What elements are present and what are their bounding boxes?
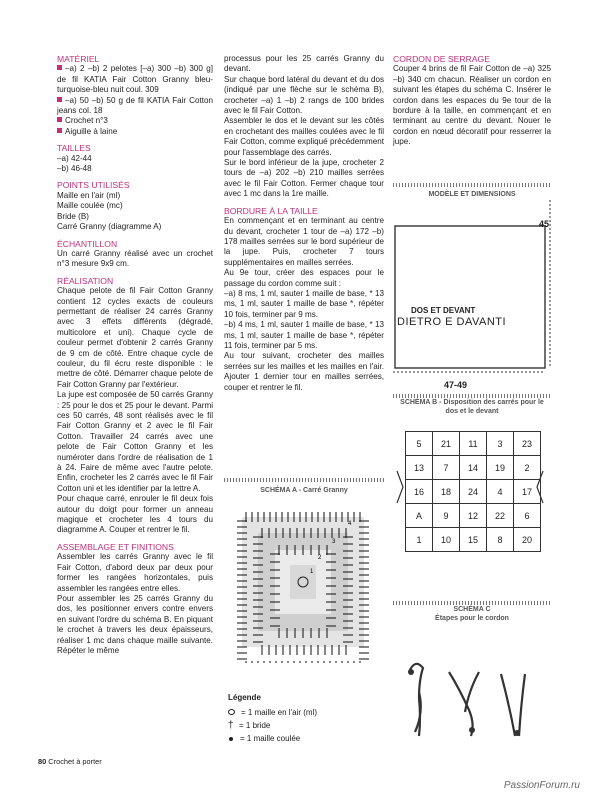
assemblage-paragraph: processus pour les 25 carrés Granny du devant. bbox=[224, 54, 384, 74]
knot-icon bbox=[408, 669, 414, 675]
height-label: 45 bbox=[539, 219, 550, 229]
point-line: Carré Granny (diagramme A) bbox=[57, 222, 162, 232]
knot-icon bbox=[469, 727, 475, 733]
bullet-square-icon bbox=[57, 65, 62, 70]
materiel-line: –a) 50 –b) 50 g de fil KATIA Fair Cotton jeans col. 18 bbox=[57, 95, 213, 116]
grid-cell: 21 bbox=[433, 432, 460, 456]
double-crochet-icon: † bbox=[228, 720, 234, 731]
granny-square-diagram bbox=[228, 503, 378, 663]
knot-icon bbox=[514, 730, 520, 736]
grid-cell: 22 bbox=[487, 504, 514, 528]
modele-title: MODÈLE ET DIMENSIONS bbox=[428, 191, 516, 198]
separator-hatch bbox=[393, 183, 551, 187]
grid-cell: 13 bbox=[406, 456, 433, 480]
panel-label-it: DIETRO E DAVANTI bbox=[397, 316, 507, 328]
grid-cell: 8 bbox=[487, 528, 514, 552]
bordure-paragraph: Au 9e tour, créer des espaces pour le passage du cordon comme suit : bbox=[224, 268, 384, 288]
cord-steps-illustration bbox=[393, 630, 553, 745]
skirt-panel-outline bbox=[395, 226, 545, 368]
round-label: 2 bbox=[318, 555, 322, 561]
cordon-heading: CORDON DE SERRAGE bbox=[393, 54, 490, 64]
assemblage-paragraph: Assembler le dos et le devant sur les côtés en crochetant des mailles coulées avec le fil Fair Cotton, comme expliqué précédemment pour l'assemblage des carrés. bbox=[224, 116, 384, 157]
grid-cell: A bbox=[406, 504, 433, 528]
realisation-paragraph: La jupe est composée de 50 carrés Granny : 25 pour le dos et 25 pour le devant. Parmi ces 50 carrés, 48 sont réalisés avec le fil Fair Cotton Granny et 2 avec le fil Fair Cotton. Travailler 24 carrés avec une pelote de Fair Cotton Granny et les numéroter dans l'ordre de réalisation de 1 à 24. Faire de même avec l'autre pelote. Enfin, crocheter les 2 carrés avec le fil Fair Cotton uni et les identifier par la lettre A. bbox=[57, 390, 213, 493]
bullet-square-icon bbox=[57, 117, 62, 122]
page-number: 80 bbox=[38, 757, 47, 766]
grid-cell: 5 bbox=[406, 432, 433, 456]
cord-step-3-icon bbox=[501, 674, 515, 736]
assemblage-paragraph: Pour assembler les 25 carrés Granny du dos, les positionner envers contre envers en suivant l'ordre du schéma B. En piquant le crochet à travers les deux épaisseurs, réaliser 1 mc dans chaque maille suivante. Répéter le même bbox=[57, 593, 213, 655]
legend-title: Légende bbox=[228, 693, 261, 702]
realisation-heading: RÉALISATION bbox=[57, 275, 114, 286]
echantillon-text: Un carré Granny réalisé avec un crochet n°3 mesure 9x9 cm. bbox=[57, 248, 213, 269]
cord-step-3b-icon bbox=[519, 674, 525, 736]
realisation-paragraph: Pour chaque carré, enrouler le fil deux fois autour du doigt pour former un anneau magique et crocheter les 4 tours du diagramme A. Couper et rentrer le fil. bbox=[57, 494, 213, 535]
grid-cell: 19 bbox=[487, 456, 514, 480]
points-heading: POINTS UTILISÉS bbox=[57, 180, 130, 191]
grid-cell: 15 bbox=[460, 528, 487, 552]
panel-label-fr: DOS ET DEVANT bbox=[411, 306, 476, 315]
schema-c-title: SCHÉMA C bbox=[453, 606, 491, 613]
bordure-paragraph: Au tour suivant, crocheter des mailles serrées sur les mailles et les mailles en l'air. Ajouter 1 dernier tour en mailles serrées, couper et rentrer le fil. bbox=[224, 351, 384, 392]
grid-cell: 24 bbox=[460, 480, 487, 504]
column-left bbox=[57, 54, 213, 656]
schema-b-title: SCHÉMA B - Disposition des carrés pour le dos et le devant bbox=[400, 399, 544, 415]
taille-line: –b) 46-48 bbox=[57, 164, 92, 174]
grid-cell: 7 bbox=[433, 456, 460, 480]
point-line: Maille en l'air (ml) bbox=[57, 190, 121, 200]
tailles-heading: TAILLES bbox=[57, 143, 91, 154]
bullet-square-icon bbox=[57, 97, 62, 102]
materiel-heading: MATÉRIEL bbox=[57, 54, 100, 64]
magazine-name: Crochet à porter bbox=[48, 757, 102, 766]
grid-cell: 9 bbox=[433, 504, 460, 528]
column-middle bbox=[224, 54, 384, 393]
legend bbox=[228, 691, 317, 745]
bordure-paragraph: En commençant et en terminant au centre du devant, crocheter 1 tour de –a) 172 –b) 178 mailles serrées sur le bord supérieur de la jupe. Puis, crocheter 7 tours supplémentaires en mailles serrées. bbox=[224, 216, 384, 267]
grid-cell: 3 bbox=[487, 432, 514, 456]
grid-cell: 18 bbox=[433, 480, 460, 504]
assemblage-paragraph: Assembler les carrés Granny avec le fil Fair Cotton, d'abord deux par deux pour former les rangées horizontales, puis assembler les rangées entre elles. bbox=[57, 552, 213, 593]
dimension-diagram bbox=[393, 200, 553, 375]
arrow-right-icon bbox=[537, 471, 543, 503]
legend-item: = 1 maille coulée bbox=[228, 732, 317, 745]
grid-cell: 16 bbox=[406, 480, 433, 504]
grid-cell: 6 bbox=[514, 504, 541, 528]
grid-cell: 4 bbox=[487, 480, 514, 504]
point-line: Bride (B) bbox=[57, 211, 89, 221]
round-label: 1 bbox=[310, 569, 314, 575]
page-footer bbox=[38, 757, 102, 766]
separator-hatch bbox=[393, 601, 551, 605]
realisation-paragraph: Chaque pelote de fil Fair Cotton Granny contient 12 cycles exacts de couleurs permettant de réaliser 24 carrés Granny avec 3 effets différents (dégradé, multicolore et uni). Chaque cycle de couleur permet d'obtenir 2 carrés Granny de 9 cm de côté. Entre chaque cycle de couleur, du fil écru reste disponible : le mettre de côté. Démarrer chaque pelote de Fair Cotton Granny par l'extérieur. bbox=[57, 286, 213, 389]
legend-item: = 1 maille en l'air (ml) bbox=[228, 706, 317, 719]
grid-cell: 23 bbox=[514, 432, 541, 456]
cord-step-2-icon bbox=[449, 672, 473, 736]
cord-step-2b-icon bbox=[465, 672, 479, 712]
bullet-square-icon bbox=[57, 128, 62, 133]
side-arrows bbox=[393, 431, 553, 561]
assemblage-paragraph: Sur chaque bord latéral du devant et du dos (indiqué par une flèche sur le schéma B), crocheter –a) 1 –b) 2 rangs de 100 brides avec le fil Fair Cotton. bbox=[224, 74, 384, 116]
schema-a-title: SCHÉMA A - Carré Granny bbox=[260, 487, 348, 494]
legend-item: † = 1 bride bbox=[228, 720, 271, 731]
materiel-line: Aiguille à laine bbox=[57, 127, 213, 137]
grid-cell: 1 bbox=[406, 528, 433, 552]
separator-hatch bbox=[224, 478, 384, 482]
round-label: 3 bbox=[332, 539, 336, 545]
grid-cell: 12 bbox=[460, 504, 487, 528]
watermark: PassionForum.ru bbox=[503, 780, 580, 791]
grid-cell: 11 bbox=[460, 432, 487, 456]
grid-cell: 2 bbox=[514, 456, 541, 480]
taille-line: –a) 42-44 bbox=[57, 153, 92, 163]
round-label: 4 bbox=[348, 521, 352, 527]
grid-cell: 20 bbox=[514, 528, 541, 552]
chain-stitch-icon bbox=[228, 709, 235, 715]
assemblage-paragraph: Sur le bord inférieur de la jupe, crocheter 2 tours de –a) 202 –b) 210 mailles serrées avec le fil Fair Cotton. Fermer chaque tour avec 1 mc dans la 1re maille. bbox=[224, 158, 384, 199]
arrow-left-icon bbox=[397, 471, 403, 503]
grid-cell: 10 bbox=[433, 528, 460, 552]
point-line: Maille coulée (mc) bbox=[57, 201, 123, 211]
assemblage-heading: ASSEMBLAGE ET FINITIONS bbox=[57, 541, 174, 552]
cordon-text: Couper 4 brins de fil Fair Cotton de –a) 325 –b) 340 cm chacun. Réaliser un cordon en suivant les étapes du schéma C. Insérer le cordon dans les espaces du 9e tour de la bordure à la taille, en commençant et en terminant au centre du devant. Nouer le cordon en nœud décoratif pour resserrer la jupe. bbox=[393, 64, 551, 147]
materiel-line: –a) 2 –b) 2 pelotes [–a) 300 –b) 300 g] de fil KATIA Fair Cotton Granny bleu-turquoise-bleu nuit coul. 309 bbox=[57, 64, 213, 95]
bordure-paragraph: –b) 4 ms, 1 ml, sauter 1 maille de base, * 13 ms, 1 ml, sauter 1 maille de base *, répéter 11 fois, terminer par 5 ms. bbox=[224, 320, 384, 350]
bordure-heading: BORDURE À LA TAILLE bbox=[224, 205, 318, 216]
bordure-paragraph: –a) 8 ms, 1 ml, sauter 1 maille de base, * 13 ms, 1 ml, sauter 1 maille de base *, répéter 10 fois, terminer par 9 ms. bbox=[224, 288, 384, 319]
grid-cell: 14 bbox=[460, 456, 487, 480]
width-label: 47-49 bbox=[444, 380, 468, 390]
materiel-line: Crochet n°3 bbox=[57, 116, 213, 126]
column-right bbox=[393, 54, 551, 148]
echantillon-heading: ÉCHANTILLON bbox=[57, 238, 118, 249]
schema-c-subtitle: Étapes pour le cordon bbox=[435, 615, 509, 622]
slip-stitch-icon bbox=[229, 737, 233, 741]
grid-cell: 17 bbox=[514, 480, 541, 504]
